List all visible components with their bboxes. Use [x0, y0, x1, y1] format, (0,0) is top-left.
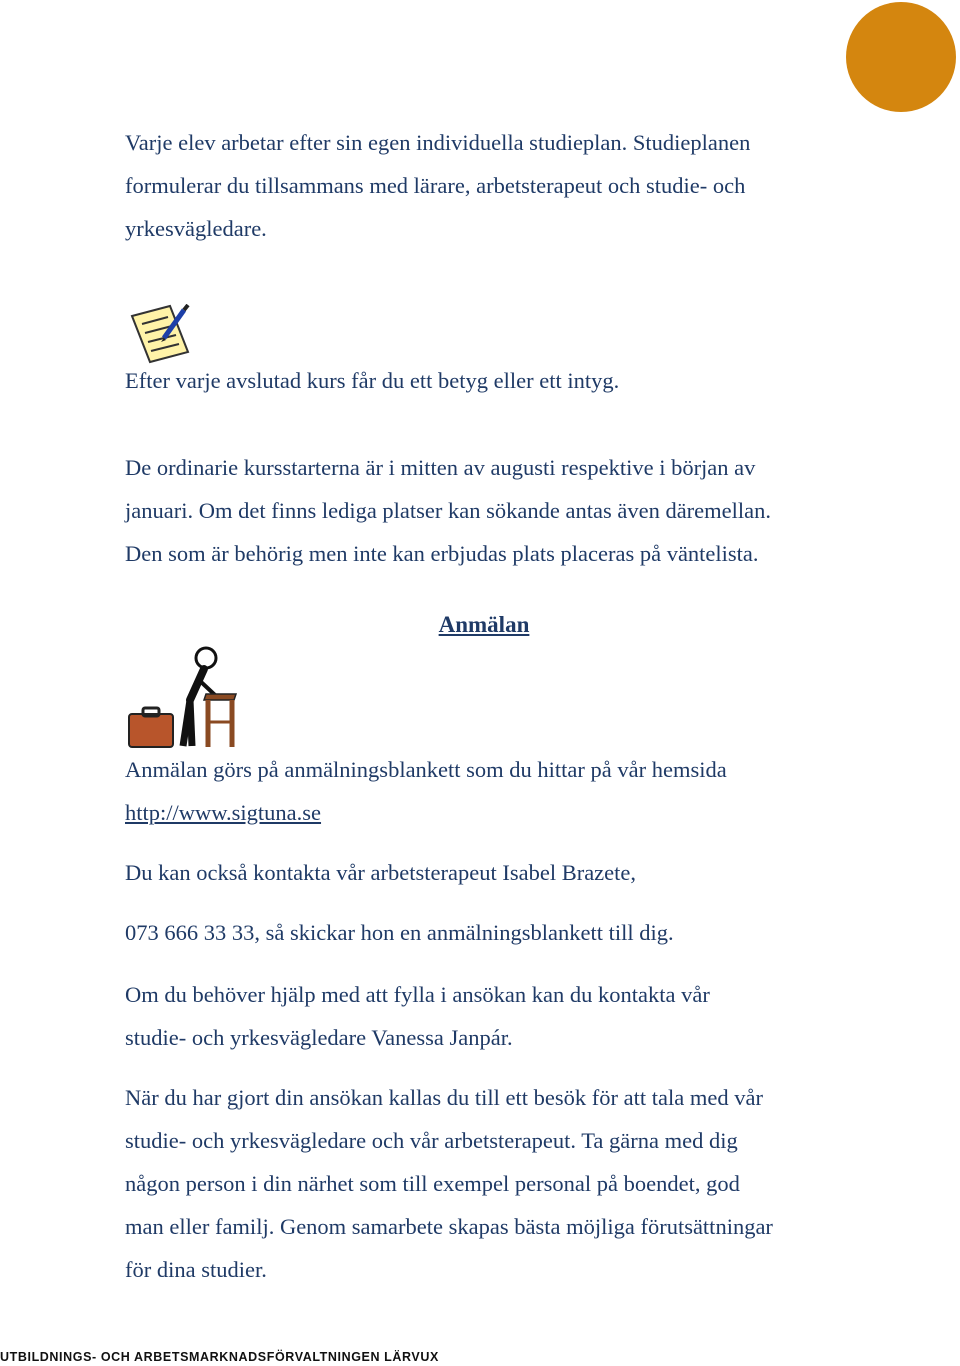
- application-form-line: Anmälan görs på anmälningsblankett som du hittar på vår hemsida: [125, 757, 727, 782]
- course-starts-paragraph: [125, 446, 885, 575]
- visit-line: man eller familj. Genom samarbete skapas bästa möjliga förutsättningar: [125, 1214, 773, 1239]
- course-starts-line: Den som är behörig men inte kan erbjudas plats placeras på väntelista.: [125, 541, 759, 566]
- help-paragraph: [125, 973, 885, 1059]
- visit-paragraph: [125, 1076, 885, 1291]
- help-line: studie- och yrkesvägledare Vanessa Janpár.: [125, 1025, 513, 1050]
- intro-line: yrkesvägledare.: [125, 216, 267, 241]
- checklist-pencil-icon: [128, 304, 198, 366]
- course-starts-line: januari. Om det finns lediga platser kan sökande antas även däremellan.: [125, 498, 772, 523]
- grades-line: Efter varje avslutad kurs får du ett betyg eller ett intyg.: [125, 368, 620, 393]
- person-writing-desk-icon: [126, 644, 240, 750]
- intro-line: formulerar du tillsammans med lärare, arbetsterapeut och studie- och: [125, 173, 746, 198]
- contact-paragraph: [125, 843, 885, 963]
- application-form-paragraph: [125, 748, 885, 834]
- intro-paragraph: [125, 121, 885, 250]
- website-link[interactable]: http://www.sigtuna.se: [125, 800, 322, 825]
- visit-line: för dina studier.: [125, 1257, 267, 1282]
- visit-line: någon person i din närhet som till exempel personal på boendet, god: [125, 1171, 740, 1196]
- footer-organization: UTBILDNINGS- OCH ARBETSMARKNADSFÖRVALTNINGEN LÄRVUX: [0, 1350, 439, 1364]
- visit-line: När du har gjort din ansökan kallas du till ett besök för att tala med vår: [125, 1085, 763, 1110]
- help-line: Om du behöver hjälp med att fylla i ansökan kan du kontakta vår: [125, 982, 710, 1007]
- section-heading-anmalan: Anmälan: [438, 612, 530, 637]
- intro-line: Varje elev arbetar efter sin egen individuella studieplan. Studieplanen: [125, 130, 751, 155]
- grades-paragraph: [125, 359, 885, 402]
- visit-line: studie- och yrkesvägledare och vår arbetsterapeut. Ta gärna med dig: [125, 1128, 738, 1153]
- contact-line: Du kan också kontakta vår arbetsterapeut Isabel Brazete,: [125, 860, 637, 885]
- course-starts-line: De ordinarie kursstarterna är i mitten av augusti respektive i början av: [125, 455, 756, 480]
- decorative-circle: [846, 2, 956, 112]
- contact-line: 073 666 33 33, så skickar hon en anmälningsblankett till dig.: [125, 920, 674, 945]
